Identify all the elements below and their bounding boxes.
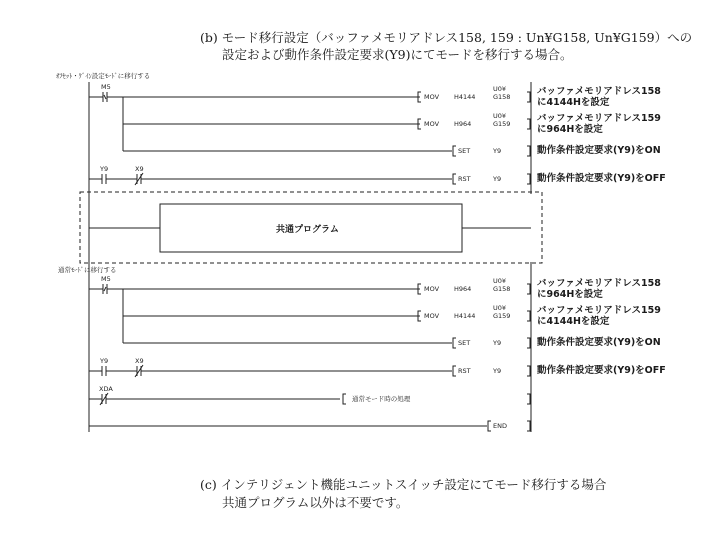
instr-op: RST	[458, 367, 471, 375]
instr-op: MOV	[424, 285, 440, 293]
instr-src: H964	[454, 120, 472, 128]
instr-dev: Y9	[493, 367, 502, 375]
instr-dst: U0¥	[493, 277, 507, 285]
common-program-label: 共通プログラム	[276, 225, 339, 235]
annotation: に4144Hを設定	[537, 97, 610, 108]
annotation: 動作条件設定要求(Y9)をON	[537, 337, 661, 348]
annotation: 動作条件設定要求(Y9)をOFF	[537, 173, 666, 184]
instr-dev: Y9	[493, 175, 502, 183]
instr-dst: U0¥	[493, 85, 507, 93]
end-instruction: END	[493, 422, 507, 430]
contact-x9: X9	[135, 165, 144, 173]
instr-op: MOV	[424, 312, 440, 320]
annotation: バッファメモリアドレス158	[537, 86, 661, 97]
instr-op: MOV	[424, 120, 440, 128]
contact-y9: Y9	[100, 165, 109, 173]
instr-dst: U0¥	[493, 112, 507, 120]
contact-m5: M5	[101, 275, 111, 283]
annotation: バッファメモリアドレス158	[537, 278, 661, 289]
annotation: 動作条件設定要求(Y9)をOFF	[537, 365, 666, 376]
instr-op: RST	[458, 175, 471, 183]
annotation: に964Hを設定	[537, 289, 603, 300]
instr-dst: G159	[493, 312, 511, 320]
contact-m5: M5	[101, 83, 111, 91]
instr-dst: G159	[493, 120, 511, 128]
heading-c-line2: 共通プログラム以外は不要です。	[222, 495, 409, 510]
annotation: に4144Hを設定	[537, 316, 610, 327]
instr-op: SET	[458, 339, 471, 347]
instr-src: H964	[454, 285, 472, 293]
annotation: 動作条件設定要求(Y9)をON	[537, 145, 661, 156]
annotation: バッファメモリアドレス159	[537, 305, 661, 316]
heading-b-line1: (b) モード移行設定（バッファメモリアドレス158, 159 : Un¥G158, Un¥G159）への	[200, 30, 693, 45]
section2-label: 通常ﾓｰﾄﾞに移行する	[58, 266, 117, 274]
instr-src: H4144	[454, 93, 476, 101]
instr-dev: Y9	[493, 147, 502, 155]
contact-y9: Y9	[100, 357, 109, 365]
instr-op: MOV	[424, 93, 440, 101]
heading-b-line2: 設定および動作条件設定要求(Y9)にてモードを移行する場合。	[222, 47, 573, 62]
instr-dev: Y9	[493, 339, 502, 347]
contact-xda: XDA	[99, 385, 113, 393]
normal-mode-process: 通常モード時の処理	[352, 395, 411, 403]
instr-op: SET	[458, 147, 471, 155]
contact-x9: X9	[135, 357, 144, 365]
instr-dst: G158	[493, 93, 511, 101]
instr-dst: U0¥	[493, 304, 507, 312]
annotation: バッファメモリアドレス159	[537, 113, 661, 124]
section1-label: ｵﾌｾｯﾄ・ｹﾞｲﾝ設定ﾓｰﾄﾞに移行する	[56, 72, 151, 80]
instr-dst: G158	[493, 285, 511, 293]
annotation: に964Hを設定	[537, 124, 603, 135]
heading-c-line1: (c) インテリジェント機能ユニットスイッチ設定にてモード移行する場合	[200, 477, 607, 492]
instr-src: H4144	[454, 312, 476, 320]
